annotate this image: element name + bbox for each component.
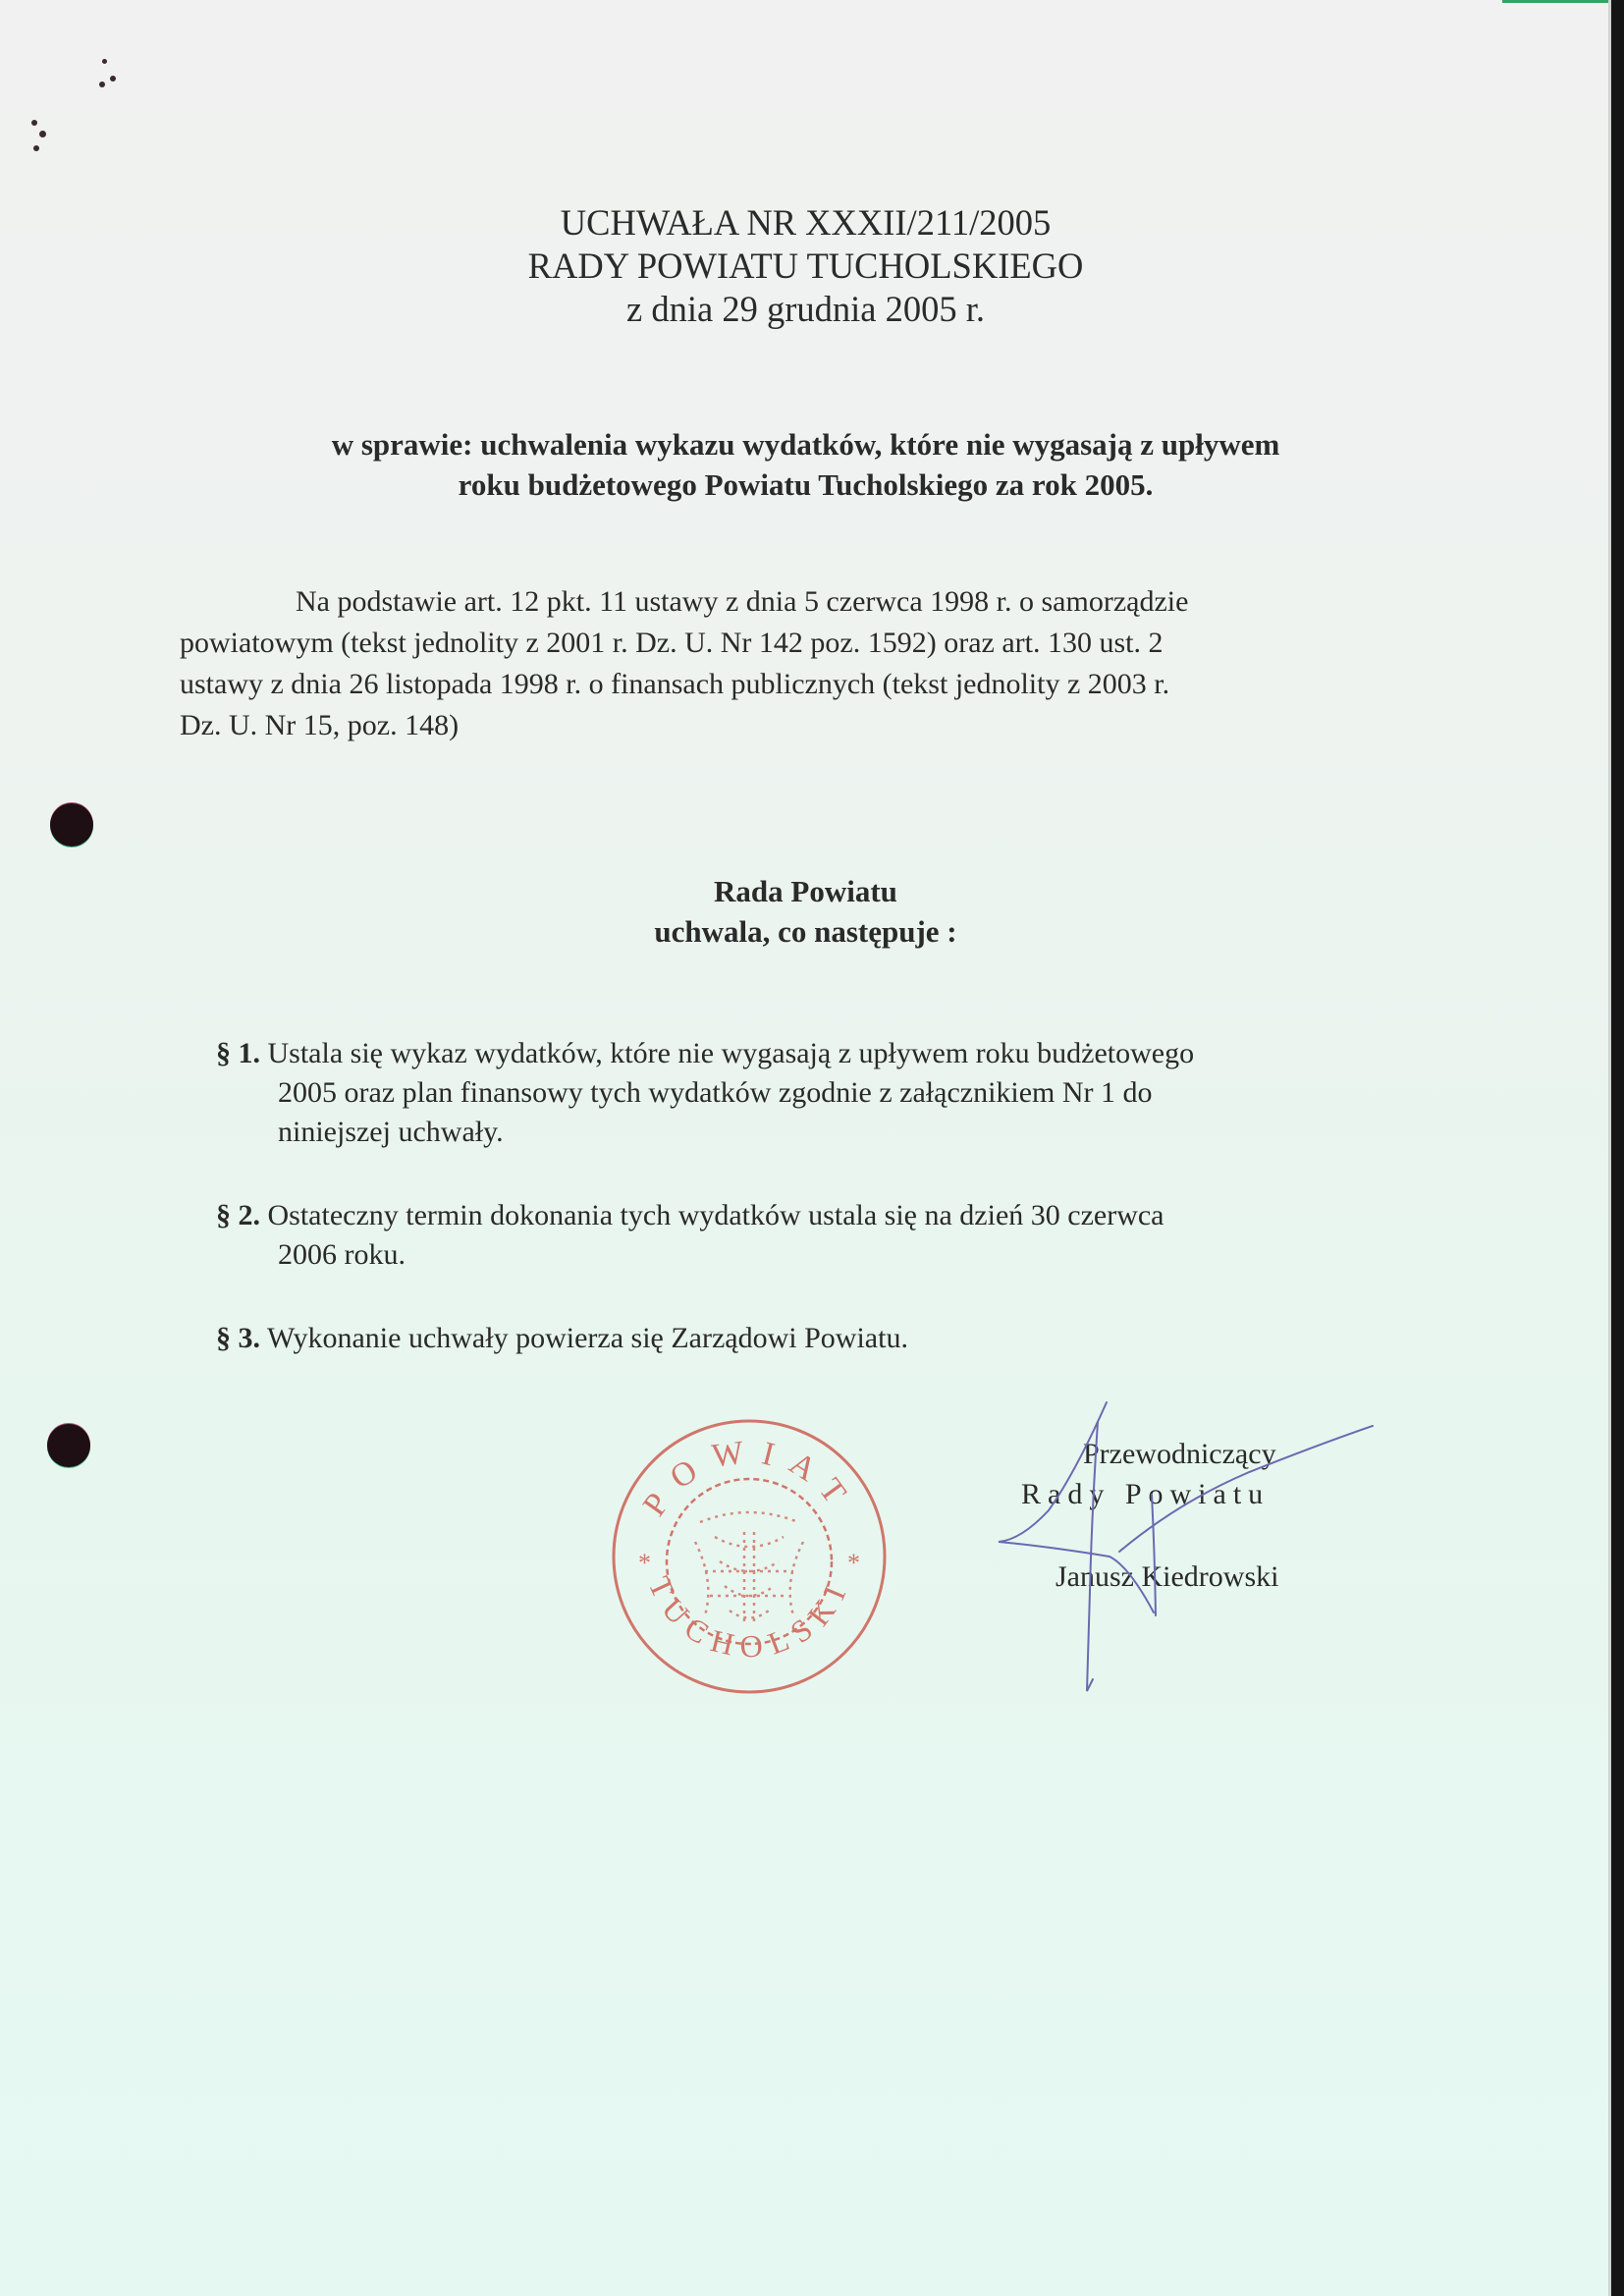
paragraph-text: Ustala się wykaz wydatków, które nie wygasają z upływem roku budżetowego: [267, 1037, 1195, 1069]
scanner-border: [1611, 0, 1624, 2296]
punch-hole-lower: [47, 1424, 90, 1467]
paragraph-text: Wykonanie uchwały powierza się Zarządowi Powiatu.: [266, 1322, 908, 1354]
signatory-name: Janusz Kiedrowski: [1056, 1560, 1279, 1593]
council-resolves-heading: [0, 871, 1611, 952]
paragraph-text: niniejszej uchwały.: [278, 1116, 504, 1148]
council-heading-line: Rada Powiatu: [714, 874, 897, 908]
stamp-eagle-emblem: [695, 1512, 803, 1625]
stamp-bottom-text: TUCHOLSKI: [641, 1570, 857, 1665]
scan-speck: [110, 76, 116, 82]
paragraph-text: 2005 oraz plan finansowy tych wydatków zgodnie z załącznikiem Nr 1 do: [278, 1076, 1153, 1109]
paragraph-number: § 1.: [216, 1037, 260, 1069]
resolution-title: [0, 201, 1611, 331]
preamble-line: Dz. U. Nr 15, poz. 148): [180, 709, 460, 741]
scan-speck: [39, 131, 46, 137]
paragraph-3: [216, 1319, 1434, 1358]
signatory-body: Rady Powiatu: [1021, 1478, 1271, 1510]
scan-speck: [102, 59, 107, 64]
scan-speck: [99, 82, 105, 87]
subject-line: roku budżetowego Powiatu Tucholskiego za rok 2005.: [458, 467, 1154, 502]
punch-hole-upper: [50, 803, 93, 847]
stamp-star-left: *: [638, 1549, 651, 1577]
stamp-star-right: *: [847, 1549, 860, 1577]
preamble-line: powiatowym (tekst jednolity z 2001 r. Dz. U. Nr 142 poz. 1592) oraz art. 130 ust. 2: [180, 627, 1164, 659]
resolution-number: UCHWAŁA NR XXXII/211/2005: [560, 202, 1052, 243]
paragraph-text: 2006 roku.: [278, 1238, 406, 1271]
paragraph-2: [216, 1196, 1434, 1275]
preamble-line: Na podstawie art. 12 pkt. 11 ustawy z dnia 5 czerwca 1998 r. o samorządzie: [296, 585, 1189, 618]
paragraph-number: § 3.: [216, 1322, 260, 1354]
official-stamp: [607, 1414, 892, 1699]
stamp-top-text: POWIAT: [635, 1433, 863, 1523]
signatory-role: Przewodniczący: [1083, 1438, 1276, 1470]
resolution-date: z dnia 29 grudnia 2005 r.: [626, 289, 985, 329]
paragraph-number: § 2.: [216, 1199, 260, 1231]
council-heading-line: uchwala, co następuje :: [654, 914, 957, 949]
legal-basis-preamble: [180, 581, 1412, 746]
council-name: RADY POWIATU TUCHOLSKIEGO: [527, 246, 1084, 286]
subject-line: w sprawie: uchwalenia wykazu wydatków, które nie wygasają z upływem: [331, 427, 1280, 462]
scan-speck: [33, 145, 39, 151]
resolution-subject: [0, 424, 1611, 505]
preamble-line: ustawy z dnia 26 listopada 1998 r. o finansach publicznych (tekst jednolity z 2003 r.: [180, 668, 1170, 700]
scan-speck: [31, 120, 37, 126]
paragraph-text: Ostateczny termin dokonania tych wydatków ustala się na dzień 30 czerwca: [267, 1199, 1164, 1231]
paragraph-1: [216, 1034, 1434, 1152]
page-top-edge: [1502, 0, 1611, 3]
